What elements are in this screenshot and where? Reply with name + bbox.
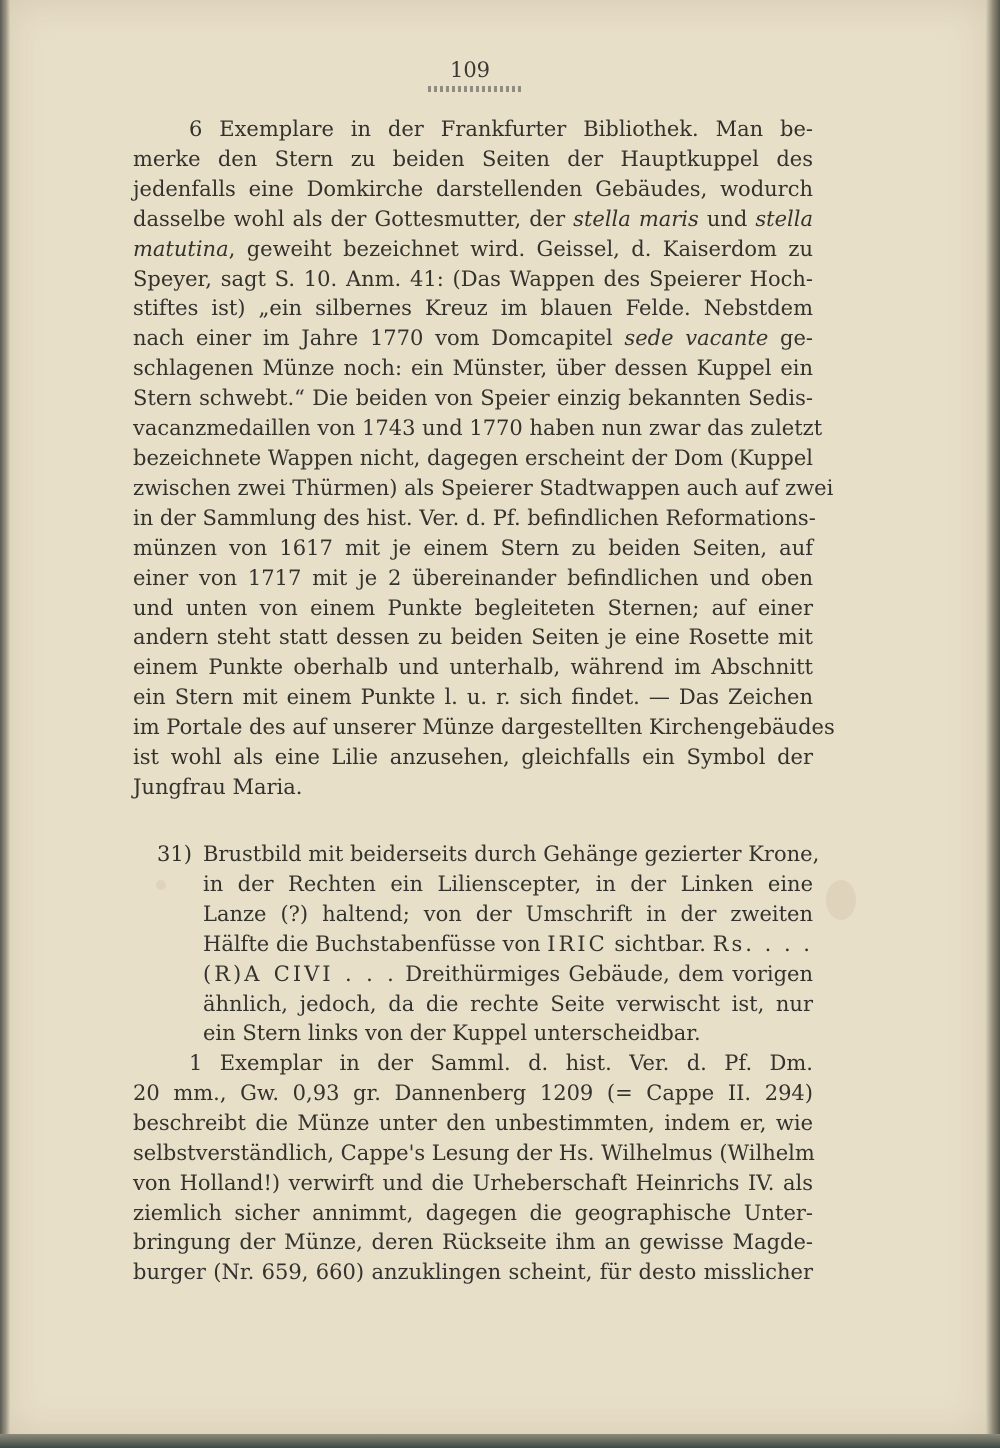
text-line: ziemlich sicher annimmt, dagegen die geographische Unter- — [133, 1200, 813, 1225]
text-line: ein Stern mit einem Punkte l. u. r. sich findet. — Das Zeichen — [133, 685, 813, 710]
text-line: vacanzmedaillen von 1743 und 1770 haben nun zwar das zuletzt — [133, 416, 823, 441]
page-number-rule — [428, 86, 524, 92]
text-line: in der Rechten ein Lilienscepter, in der Linken eine — [203, 871, 813, 896]
text-line: ähnlich, jedoch, da die rechte Seite verwischt ist, nur — [203, 991, 813, 1016]
inscription-text: Rs. . . . — [712, 931, 813, 956]
text-line: bringung der Münze, deren Rückseite ihm an gewisse Magde- — [133, 1230, 813, 1255]
italic-latin-term: stella maris — [573, 206, 699, 231]
text-line: nach einer im Jahre 1770 vom Domcapitel sede vacante ge- — [133, 326, 813, 351]
text-line: Jungfrau Maria. — [133, 774, 303, 799]
text-line: Brustbild mit beiderseits durch Gehänge gezierter Krone, — [203, 842, 820, 866]
inscription-text: IRIC — [547, 931, 608, 956]
page-right-edge — [986, 0, 1000, 1448]
paper-stain — [826, 880, 856, 920]
page-number: 109 — [449, 58, 491, 82]
book-spine-edge — [0, 0, 10, 1448]
text-line: von Holland!) verwirft und die Urheberschaft Heinrichs IV. als — [133, 1170, 813, 1195]
text-line: 20 mm., Gw. 0,93 gr. Dannenberg 1209 (= Cappe II. 294) — [133, 1080, 813, 1105]
text-line: 6 Exemplare in der Frankfurter Bibliothek. Man be- — [189, 117, 813, 141]
text-line: und unten von einem Punkte begleiteten Sternen; auf einer — [133, 595, 813, 620]
page-bottom-edge — [0, 1434, 1000, 1448]
text-line: dasselbe wohl als der Gottesmutter, der stella maris und stella — [133, 206, 813, 231]
text-line: münzen von 1617 mit je einem Stern zu beiden Seiten, auf — [133, 535, 813, 560]
text-line: 1 Exemplar in der Samml. d. hist. Ver. d. Pf. Dm. — [189, 1051, 813, 1075]
inscription-text: (R)A CIVI . . . — [203, 961, 397, 986]
text-line: merke den Stern zu beiden Seiten der Hauptkuppel des — [133, 146, 813, 171]
italic-latin-term: sede vacante — [624, 326, 769, 351]
text-line: stiftes ist) „ein silbernes Kreuz im blauen Felde. Nebstdem — [133, 296, 813, 321]
text-line: jedenfalls eine Domkirche darstellenden Gebäudes, wodurch — [133, 176, 813, 201]
text-line: zwischen zwei Thürmen) als Speierer Stadtwappen auch auf zwei — [133, 475, 834, 500]
text-line: in der Sammlung des hist. Ver. d. Pf. befindlichen Reformations- — [133, 505, 816, 530]
text-line: Hälfte die Buchstabenfüsse von IRIC sichtbar. Rs. . . . — [203, 931, 813, 956]
text-line: burger (Nr. 659, 660) anzuklingen scheint, für desto misslicher — [133, 1260, 813, 1285]
entry-description — [203, 840, 820, 1049]
entry-number: 31) — [157, 842, 192, 866]
text-line: Stern schwebt.“ Die beiden von Speier einzig bekannten Sedis- — [133, 386, 813, 411]
text-line: bezeichnete Wappen nicht, dagegen erscheint der Dom (Kuppel — [133, 445, 813, 470]
text-line: (R)A CIVI . . . Dreithürmiges Gebäude, dem vorigen — [203, 961, 813, 986]
text-line: beschreibt die Münze unter den unbestimmten, indem er, wie — [133, 1110, 813, 1135]
text-line: matutina, geweiht bezeichnet wird. Geissel, d. Kaiserdom zu — [133, 236, 813, 261]
italic-latin-term: matutina — [133, 236, 229, 261]
catalog-entry-31 — [133, 840, 820, 1049]
italic-latin-term: stella — [755, 206, 813, 231]
paragraph-2 — [133, 1049, 813, 1288]
text-line: ein Stern links von der Kuppel unterscheidbar. — [203, 1021, 701, 1046]
text-line: andern steht statt dessen zu beiden Seiten je eine Rosette mit — [133, 625, 813, 650]
text-line: einer von 1717 mit je 2 übereinander befindlichen und oben — [133, 565, 813, 590]
text-line: im Portale des auf unserer Münze dargestellten Kirchengebäudes — [133, 715, 835, 740]
text-line: ist wohl als eine Lilie anzusehen, gleichfalls ein Symbol der — [133, 745, 813, 770]
text-line: selbstverständlich, Cappe's Lesung der Hs. Wilhelmus (Wilhelm — [133, 1140, 815, 1165]
text-line: Lanze (?) haltend; von der Umschrift in der zweiten — [203, 901, 813, 926]
text-line: einem Punkte oberhalb und unterhalb, während im Abschnitt — [133, 655, 813, 680]
text-line: schlagenen Münze noch: ein Münster, über dessen Kuppel ein — [133, 356, 813, 381]
text-line: Speyer, sagt S. 10. Anm. 41: (Das Wappen des Speierer Hoch- — [133, 266, 813, 291]
paragraph-1 — [133, 115, 835, 803]
